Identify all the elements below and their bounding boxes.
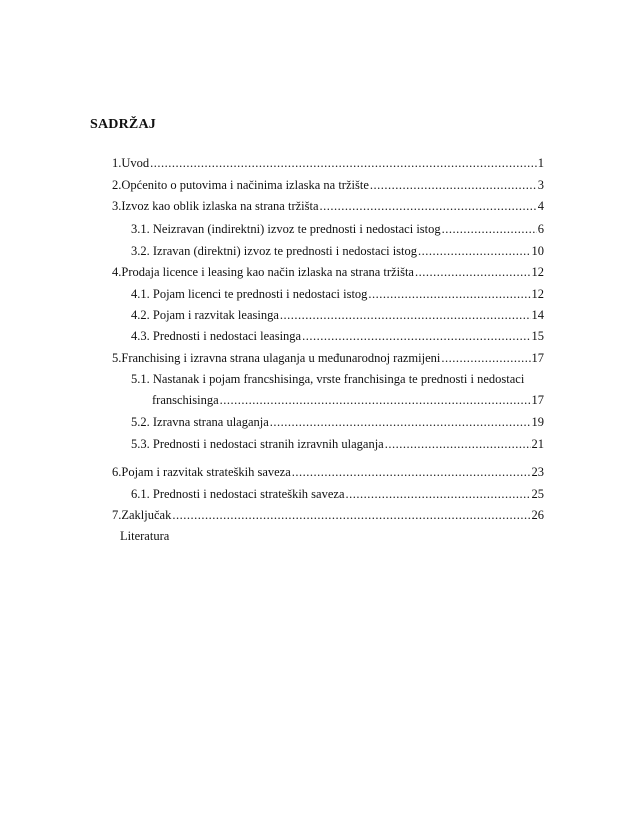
toc-subentry — [131, 307, 544, 323]
toc-entry-page: 3 — [537, 178, 544, 192]
toc-entry — [112, 155, 544, 171]
toc-leader-dots — [220, 392, 531, 408]
toc-subentry — [131, 286, 544, 302]
toc-leader-dots — [320, 198, 537, 214]
toc-title: SADRŽAJ — [90, 117, 156, 132]
toc-entry-number: 3. — [112, 199, 122, 213]
toc-subentry-title-line: 5.1. Nastanak i pojam francshisinga, vrste franchisinga te prednosti i nedostaci — [131, 372, 525, 386]
toc-leader-dots — [441, 350, 530, 366]
toc-subentry — [131, 486, 544, 502]
toc-entry-page: 1 — [537, 156, 544, 170]
toc-leader-dots — [346, 486, 531, 502]
toc-entry-number: 1. — [112, 156, 122, 170]
toc-literature: Literatura — [120, 529, 170, 543]
toc-subentry — [131, 414, 544, 430]
toc-entry-page: 4 — [537, 199, 544, 213]
toc-leader-dots — [150, 155, 537, 171]
toc-entry-title: Zaključak — [121, 508, 172, 522]
toc-entry-page: 10 — [531, 244, 544, 258]
toc-leader-dots — [442, 221, 537, 237]
toc-leader-dots — [270, 414, 531, 430]
toc-entry-title: Pojam i razvitak strateških saveza — [121, 465, 291, 479]
toc-entry-title: 6.1. Prednosti i nedostaci strateških saveza — [131, 487, 345, 501]
toc-entry-title: Uvod — [121, 156, 150, 170]
toc-entry — [112, 264, 544, 280]
toc-leader-dots — [172, 507, 530, 523]
toc-leader-dots — [370, 177, 537, 193]
toc-entry-title: Prodaja licence i leasing kao način izlaska na strana tržišta — [121, 265, 414, 279]
toc-entry — [112, 464, 544, 480]
toc-entry-title: Općenito o putovima i načinima izlaska na tržište — [121, 178, 369, 192]
toc-entry-page: 23 — [531, 465, 544, 479]
toc-subentry — [152, 392, 544, 408]
toc-entry-title: 4.1. Pojam licenci te prednosti i nedostaci istog — [131, 287, 368, 301]
toc-entry-title: 4.3. Prednosti i nedostaci leasinga — [131, 329, 302, 343]
toc-subentry — [131, 436, 544, 452]
toc-leader-dots — [368, 286, 530, 302]
toc-entry-page: 21 — [531, 437, 544, 451]
toc-leader-dots — [292, 464, 531, 480]
toc-entry-title: 3.1. Neizravan (indirektni) izvoz te prednosti i nedostaci istog — [131, 222, 441, 236]
toc-entry-page: 12 — [531, 287, 544, 301]
toc-entry-page: 14 — [531, 308, 544, 322]
toc-entry — [112, 350, 544, 366]
toc-entry-title: Franchising i izravna strana ulaganja u međunarodnoj razmijeni — [121, 351, 441, 365]
toc-entry-title: 4.2. Pojam i razvitak leasinga — [131, 308, 279, 322]
toc-leader-dots — [302, 328, 530, 344]
toc-entry-number: 2. — [112, 178, 122, 192]
toc-entry-number: 4. — [112, 265, 122, 279]
toc-entry-page: 25 — [531, 487, 544, 501]
toc-entry — [112, 507, 544, 523]
toc-entry-page: 17 — [531, 393, 544, 407]
toc-entry-page: 26 — [531, 508, 544, 522]
toc-leader-dots — [418, 243, 530, 259]
toc-entry-title: Izvoz kao oblik izlaska na strana tržišta — [121, 199, 319, 213]
toc-entry-title: franschisinga — [152, 393, 219, 407]
toc-subentry — [131, 221, 544, 237]
toc-subentry — [131, 243, 544, 259]
toc-entry-page: 15 — [531, 329, 544, 343]
toc-entry-number: 7. — [112, 508, 122, 522]
toc-entry-title: 3.2. Izravan (direktni) izvoz te prednosti i nedostaci istog — [131, 244, 418, 258]
toc-entry — [112, 177, 544, 193]
toc-entry-number: 5. — [112, 351, 122, 365]
toc-entry — [112, 198, 544, 214]
toc-leader-dots — [415, 264, 531, 280]
toc-leader-dots — [385, 436, 531, 452]
toc-entry-page: 6 — [537, 222, 544, 236]
toc-leader-dots — [280, 307, 531, 323]
toc-entry-page: 17 — [531, 351, 544, 365]
toc-entry-title: 5.3. Prednosti i nedostaci stranih izravnih ulaganja — [131, 437, 384, 451]
toc-entry-number: 6. — [112, 465, 122, 479]
toc-entry-page: 19 — [531, 415, 544, 429]
toc-entry-title: 5.2. Izravna strana ulaganja — [131, 415, 269, 429]
toc-entry-page: 12 — [531, 265, 544, 279]
toc-subentry — [131, 328, 544, 344]
